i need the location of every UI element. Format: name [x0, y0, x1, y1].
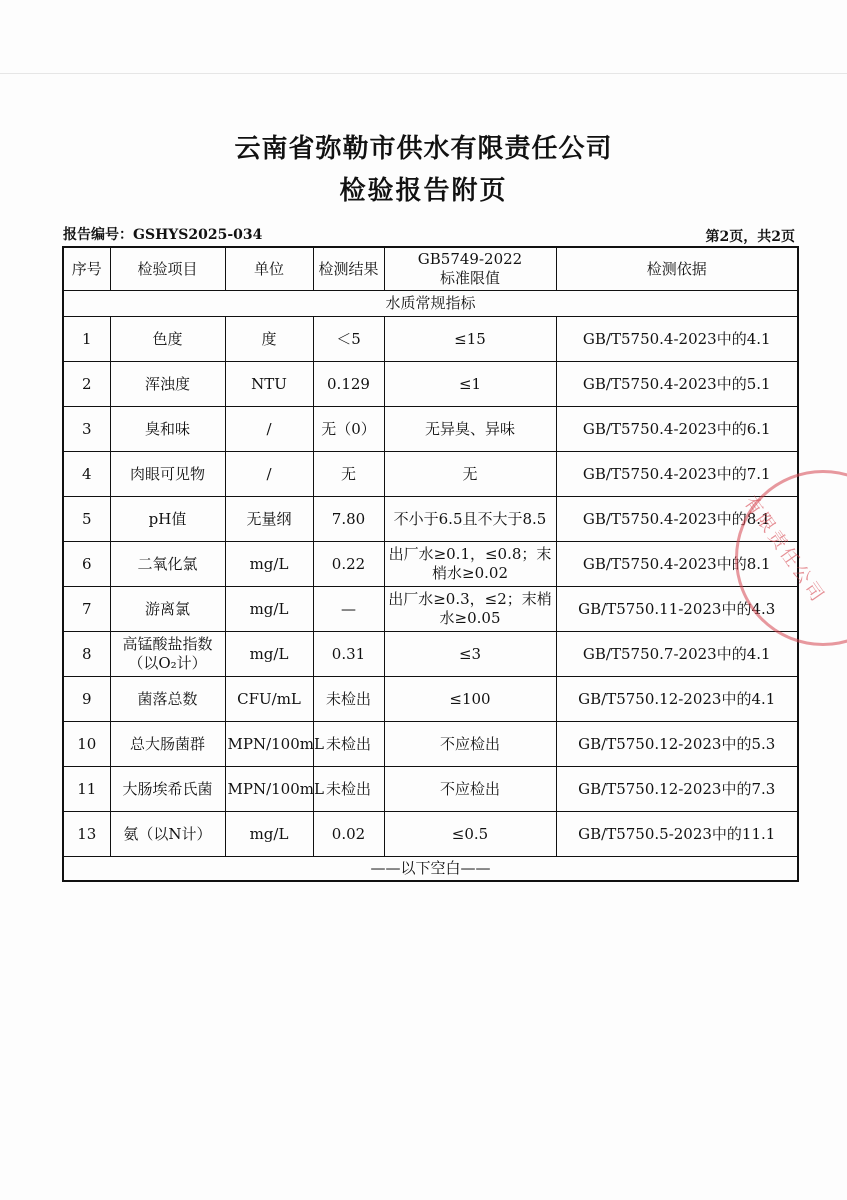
cell-unit: 无量纲	[225, 497, 313, 542]
cell-no: 1	[63, 317, 110, 362]
col-header-no: 序号	[63, 247, 110, 291]
cell-limit: ≤0.5	[384, 812, 556, 857]
table-row	[63, 362, 798, 407]
cell-method: GB/T5750.7-2023中的4.1	[556, 632, 798, 677]
col-header-result: 检测结果	[313, 247, 384, 291]
cell-limit: 出厂水≥0.3，≤2；末梢水≥0.05	[384, 587, 556, 632]
cell-no: 9	[63, 677, 110, 722]
cell-method: GB/T5750.4-2023中的8.1	[556, 542, 798, 587]
document-title: 检验报告附页	[339, 176, 508, 206]
col-header-unit: 单位	[225, 247, 313, 291]
cell-item: 二氧化氯	[110, 542, 225, 587]
table-row	[63, 767, 798, 812]
cell-result: 无（0）	[313, 407, 384, 452]
table-row	[63, 722, 798, 767]
cell-no: 5	[63, 497, 110, 542]
page-info: 第2页，共2页	[705, 229, 795, 245]
cell-method: GB/T5750.4-2023中的4.1	[556, 317, 798, 362]
cell-unit: mg/L	[225, 542, 313, 587]
section-row	[63, 291, 798, 317]
cell-item: 氨（以N计）	[110, 812, 225, 857]
cell-result: 7.80	[313, 497, 384, 542]
cell-unit: MPN/100mL	[225, 722, 313, 767]
col-header-limit-label: 标准限值	[439, 269, 500, 287]
top-rule	[0, 73, 847, 74]
table-row	[63, 632, 798, 677]
col-header-item: 检验项目	[110, 247, 225, 291]
cell-no: 8	[63, 632, 110, 677]
cell-limit: ≤100	[384, 677, 556, 722]
inspection-table	[62, 246, 799, 882]
cell-limit: 无异臭、异味	[384, 407, 556, 452]
cell-result: —	[313, 587, 384, 632]
table-row	[63, 497, 798, 542]
cell-item: pH值	[110, 497, 225, 542]
company-title: 云南省弥勒市供水有限责任公司	[234, 134, 613, 164]
cell-method: GB/T5750.5-2023中的11.1	[556, 812, 798, 857]
cell-result: 未检出	[313, 722, 384, 767]
cell-unit: /	[225, 452, 313, 497]
cell-no: 7	[63, 587, 110, 632]
cell-method: GB/T5750.11-2023中的4.3	[556, 587, 798, 632]
company-seal-text: 有限责任公司	[739, 492, 829, 608]
section-title: 水质常规指标	[63, 291, 798, 317]
table-row	[63, 542, 798, 587]
end-row	[63, 857, 798, 882]
report-number: 报告编号：GSHYS2025-034	[63, 227, 263, 243]
cell-no: 10	[63, 722, 110, 767]
cell-limit: ≤3	[384, 632, 556, 677]
cell-unit: 度	[225, 317, 313, 362]
cell-item: 色度	[110, 317, 225, 362]
col-header-method: 检测依据	[556, 247, 798, 291]
cell-no: 2	[63, 362, 110, 407]
cell-unit: MPN/100mL	[225, 767, 313, 812]
cell-result: 未检出	[313, 677, 384, 722]
cell-result: 0.129	[313, 362, 384, 407]
cell-unit: NTU	[225, 362, 313, 407]
cell-item: 浑浊度	[110, 362, 225, 407]
table-row	[63, 452, 798, 497]
table-row	[63, 317, 798, 362]
cell-item: 菌落总数	[110, 677, 225, 722]
cell-limit: ≤15	[384, 317, 556, 362]
cell-result: 无	[313, 452, 384, 497]
table-row	[63, 587, 798, 632]
cell-method: GB/T5750.12-2023中的5.3	[556, 722, 798, 767]
cell-limit: 出厂水≥0.1，≤0.8；末梢水≥0.02	[384, 542, 556, 587]
cell-no: 6	[63, 542, 110, 587]
col-header-limit	[384, 247, 556, 291]
cell-item: 高锰酸盐指数（以O₂计）	[110, 632, 225, 677]
cell-no: 13	[63, 812, 110, 857]
cell-method: GB/T5750.12-2023中的7.3	[556, 767, 798, 812]
table-row	[63, 677, 798, 722]
table-header-row	[63, 247, 798, 291]
cell-result: 0.31	[313, 632, 384, 677]
cell-item: 游离氯	[110, 587, 225, 632]
cell-unit: CFU/mL	[225, 677, 313, 722]
cell-method: GB/T5750.4-2023中的8.1	[556, 497, 798, 542]
table-row	[63, 407, 798, 452]
cell-unit: /	[225, 407, 313, 452]
cell-method: GB/T5750.12-2023中的4.1	[556, 677, 798, 722]
table-row	[63, 812, 798, 857]
cell-result: 0.22	[313, 542, 384, 587]
cell-result: ＜5	[313, 317, 384, 362]
end-note: ——以下空白——	[63, 857, 798, 882]
cell-unit: mg/L	[225, 632, 313, 677]
cell-result: 未检出	[313, 767, 384, 812]
cell-no: 11	[63, 767, 110, 812]
cell-limit: 不应检出	[384, 767, 556, 812]
cell-no: 3	[63, 407, 110, 452]
cell-item: 总大肠菌群	[110, 722, 225, 767]
cell-item: 大肠埃希氏菌	[110, 767, 225, 812]
cell-no: 4	[63, 452, 110, 497]
cell-limit: 不小于6.5且不大于8.5	[384, 497, 556, 542]
cell-unit: mg/L	[225, 587, 313, 632]
cell-limit: ≤1	[384, 362, 556, 407]
col-header-limit-standard: GB5749-2022	[417, 250, 523, 268]
cell-limit: 不应检出	[384, 722, 556, 767]
cell-method: GB/T5750.4-2023中的5.1	[556, 362, 798, 407]
cell-method: GB/T5750.4-2023中的7.1	[556, 452, 798, 497]
cell-limit: 无	[384, 452, 556, 497]
cell-item: 臭和味	[110, 407, 225, 452]
cell-method: GB/T5750.4-2023中的6.1	[556, 407, 798, 452]
cell-unit: mg/L	[225, 812, 313, 857]
cell-result: 0.02	[313, 812, 384, 857]
cell-item: 肉眼可见物	[110, 452, 225, 497]
